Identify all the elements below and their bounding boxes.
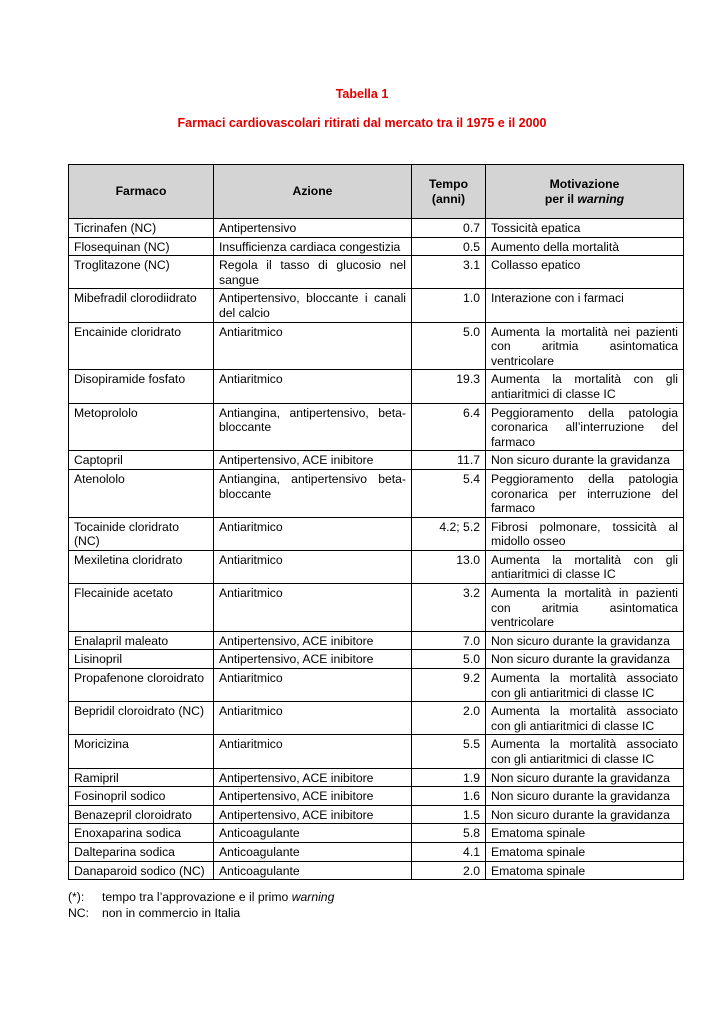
table-row <box>69 289 684 322</box>
footnote-text-italic: warning <box>291 890 335 904</box>
cell-motivazione: Aumento della mortalità <box>486 237 684 256</box>
table-row <box>69 631 684 650</box>
header-motivazione-line2: per il <box>544 191 574 206</box>
cell-motivazione: Non sicuro durante la gravidanza <box>486 631 684 650</box>
cell-farmaco: Disopiramide fosfato <box>69 370 214 403</box>
cell-tempo: 2.0 <box>412 861 486 880</box>
header-motivazione-warning: warning <box>577 191 625 206</box>
cell-motivazione: Collasso epatico <box>486 256 684 289</box>
header-tempo-line1: Tempo <box>428 176 469 191</box>
footnote-text <box>102 890 334 906</box>
cell-farmaco: Atenololo <box>69 469 214 517</box>
cell-azione: Antipertensivo, ACE inibitore <box>214 768 412 787</box>
cell-motivazione: Aumenta la mortalità associato con gli antiaritmici di classe IC <box>486 702 684 735</box>
cell-farmaco: Bepridil cloroidrato (NC) <box>69 702 214 735</box>
cell-tempo: 4.1 <box>412 842 486 861</box>
cell-motivazione: Non sicuro durante la gravidanza <box>486 787 684 806</box>
cell-tempo: 1.0 <box>412 289 486 322</box>
footnote-nc <box>68 906 334 922</box>
cell-azione: Antipertensivo, ACE inibitore <box>214 451 412 470</box>
cell-farmaco: Encainide cloridrato <box>69 322 214 370</box>
table-row <box>69 403 684 451</box>
cell-motivazione: Peggioramento della patologia coronarica per interruzione del farmaco <box>486 469 684 517</box>
footnote-key: (*): <box>68 890 85 904</box>
cell-azione: Antipertensivo, ACE inibitore <box>214 787 412 806</box>
cell-azione: Antiaritmico <box>214 669 412 702</box>
cell-motivazione: Aumenta la mortalità con gli antiaritmici di classe IC <box>486 370 684 403</box>
cell-azione: Regola il tasso di glucosio nel sangue <box>214 256 412 289</box>
cell-farmaco: Danaparoid sodico (NC) <box>69 861 214 880</box>
table-row <box>69 237 684 256</box>
table-row <box>69 370 684 403</box>
cell-motivazione: Tossicità epatica <box>486 219 684 238</box>
cell-tempo: 6.4 <box>412 403 486 451</box>
cell-tempo: 3.1 <box>412 256 486 289</box>
cell-tempo: 5.5 <box>412 735 486 768</box>
header-motivazione <box>486 165 684 219</box>
header-motivazione-line1: Motivazione <box>549 176 620 191</box>
cell-motivazione: Ematoma spinale <box>486 824 684 843</box>
cell-farmaco: Benazepril cloroidrato <box>69 805 214 824</box>
header-tempo-line2: (anni) <box>431 191 466 206</box>
table-body <box>69 219 684 880</box>
cell-tempo: 5.0 <box>412 322 486 370</box>
table-row <box>69 469 684 517</box>
cell-motivazione: Non sicuro durante la gravidanza <box>486 451 684 470</box>
cell-tempo: 19.3 <box>412 370 486 403</box>
cell-azione: Antiangina, antipertensivo, beta-bloccante <box>214 403 412 451</box>
table-subtitle: Farmaci cardiovascolari ritirati dal mercato tra il 1975 e il 2000 <box>177 116 547 130</box>
cell-azione: Antiaritmico <box>214 735 412 768</box>
cell-motivazione: Aumenta la mortalità in pazienti con aritmia asintomatica ventricolare <box>486 584 684 632</box>
table-row <box>69 219 684 238</box>
footnote-text-plain: tempo tra l’approvazione e il primo <box>102 890 292 904</box>
table-header-row <box>69 165 684 219</box>
cell-azione: Antipertensivo <box>214 219 412 238</box>
cell-tempo: 5.8 <box>412 824 486 843</box>
footnote-text: non in commercio in Italia <box>102 905 241 920</box>
table-row <box>69 787 684 806</box>
cell-motivazione: Interazione con i farmaci <box>486 289 684 322</box>
cell-farmaco: Ramipril <box>69 768 214 787</box>
table-row <box>69 735 684 768</box>
cell-azione: Insufficienza cardiaca congestizia <box>214 237 412 256</box>
cell-azione: Antiaritmico <box>214 584 412 632</box>
cell-azione: Antipertensivo, ACE inibitore <box>214 631 412 650</box>
cell-tempo: 9.2 <box>412 669 486 702</box>
footnote-time <box>68 890 334 906</box>
cell-tempo: 5.0 <box>412 650 486 669</box>
cell-tempo: 4.2; 5.2 <box>412 517 486 550</box>
cell-farmaco: Propafenone cloroidrato <box>69 669 214 702</box>
table-row <box>69 805 684 824</box>
cell-farmaco: Flosequinan (NC) <box>69 237 214 256</box>
cell-farmaco: Metoprololo <box>69 403 214 451</box>
cell-motivazione: Aumenta la mortalità associato con gli antiaritmici di classe IC <box>486 669 684 702</box>
cell-farmaco: Lisinopril <box>69 650 214 669</box>
cell-tempo: 1.6 <box>412 787 486 806</box>
cell-azione: Anticoagulante <box>214 861 412 880</box>
table-row <box>69 650 684 669</box>
cell-farmaco: Moricizina <box>69 735 214 768</box>
cell-farmaco: Tocainide cloridrato (NC) <box>69 517 214 550</box>
cell-motivazione: Non sicuro durante la gravidanza <box>486 650 684 669</box>
cell-azione: Antipertensivo, ACE inibitore <box>214 805 412 824</box>
cell-tempo: 11.7 <box>412 451 486 470</box>
cell-tempo: 3.2 <box>412 584 486 632</box>
cell-farmaco: Enoxaparina sodica <box>69 824 214 843</box>
cell-farmaco: Enalapril maleato <box>69 631 214 650</box>
cell-azione: Antiangina, antipertensivo beta-bloccante <box>214 469 412 517</box>
cell-tempo: 7.0 <box>412 631 486 650</box>
header-tempo <box>412 165 486 219</box>
table-row <box>69 824 684 843</box>
cell-azione: Antiaritmico <box>214 550 412 583</box>
cell-farmaco: Flecainide acetato <box>69 584 214 632</box>
table-row <box>69 861 684 880</box>
cell-azione: Antiaritmico <box>214 702 412 735</box>
cell-azione: Antiaritmico <box>214 517 412 550</box>
cell-motivazione: Non sicuro durante la gravidanza <box>486 805 684 824</box>
cell-azione: Antiaritmico <box>214 322 412 370</box>
cell-motivazione: Aumenta la mortalità nei pazienti con aritmia asintomatica ventricolare <box>486 322 684 370</box>
cell-farmaco: Troglitazone (NC) <box>69 256 214 289</box>
cell-farmaco: Ticrinafen (NC) <box>69 219 214 238</box>
table-row <box>69 451 684 470</box>
table-row <box>69 842 684 861</box>
cell-farmaco: Mibefradil clorodiidrato <box>69 289 214 322</box>
cell-tempo: 1.5 <box>412 805 486 824</box>
cell-motivazione: Peggioramento della patologia coronarica all’interruzione del farmaco <box>486 403 684 451</box>
cell-azione: Anticoagulante <box>214 824 412 843</box>
cell-motivazione: Fibrosi polmonare, tossicità al midollo osseo <box>486 517 684 550</box>
cell-azione: Antipertensivo, bloccante i canali del calcio <box>214 289 412 322</box>
table-row <box>69 669 684 702</box>
cell-tempo: 0.5 <box>412 237 486 256</box>
footnotes <box>68 890 334 921</box>
table-title: Tabella 1 <box>335 87 389 101</box>
table-row <box>69 517 684 550</box>
cell-tempo: 0.7 <box>412 219 486 238</box>
header-azione: Azione <box>214 165 412 219</box>
table-row <box>69 584 684 632</box>
drug-table <box>68 164 684 880</box>
cell-motivazione: Non sicuro durante la gravidanza <box>486 768 684 787</box>
header-farmaco: Farmaco <box>69 165 214 219</box>
cell-farmaco: Dalteparina sodica <box>69 842 214 861</box>
cell-farmaco: Mexiletina cloridrato <box>69 550 214 583</box>
cell-azione: Antiaritmico <box>214 370 412 403</box>
cell-tempo: 13.0 <box>412 550 486 583</box>
cell-motivazione: Ematoma spinale <box>486 842 684 861</box>
cell-farmaco: Fosinopril sodico <box>69 787 214 806</box>
cell-azione: Anticoagulante <box>214 842 412 861</box>
footnote-key: NC: <box>68 905 89 920</box>
cell-tempo: 1.9 <box>412 768 486 787</box>
cell-tempo: 5.4 <box>412 469 486 517</box>
cell-farmaco: Captopril <box>69 451 214 470</box>
table-row <box>69 322 684 370</box>
cell-azione: Antipertensivo, ACE inibitore <box>214 650 412 669</box>
table-row <box>69 256 684 289</box>
table-row <box>69 550 684 583</box>
cell-motivazione: Ematoma spinale <box>486 861 684 880</box>
cell-motivazione: Aumenta la mortalità con gli antiaritmici di classe IC <box>486 550 684 583</box>
table-row <box>69 768 684 787</box>
cell-motivazione: Aumenta la mortalità associato con gli antiaritmici di classe IC <box>486 735 684 768</box>
table-row <box>69 702 684 735</box>
cell-tempo: 2.0 <box>412 702 486 735</box>
